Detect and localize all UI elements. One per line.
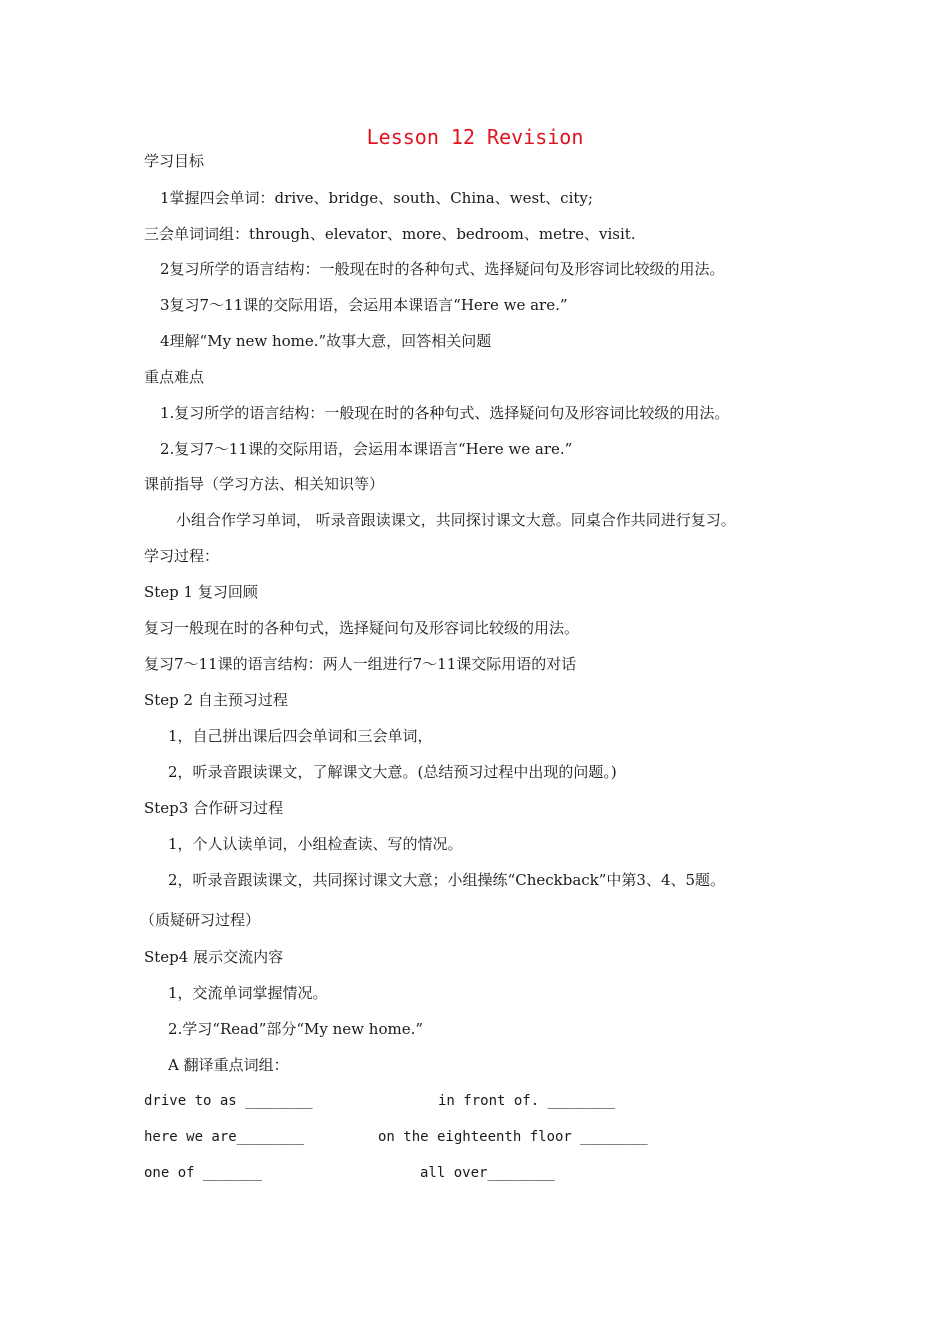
key-point-1: 1.复习所学的语言结构：一般现在时的各种句式、选择疑问句及形容词比较级的用法。 (160, 404, 730, 422)
step-2-item-2: 2，听录音跟读课文，了解课文大意。(总结预习过程中出现的问题。) (168, 763, 617, 781)
objective-1: 1掌握四会单词：drive、bridge、south、China、west、city; (160, 189, 593, 207)
objective-3: 3复习7～11课的交际用语，会运用本课语言“Here we are.” (160, 296, 568, 314)
translation-task-heading: A 翻译重点词组： (168, 1056, 289, 1074)
step-4-heading: Step4 展示交流内容 (144, 948, 284, 966)
step-4-item-1: 1，交流单词掌握情况。 (168, 984, 328, 1002)
step-3-item-1: 1，个人认读单词，小组检查读、写的情况。 (168, 835, 463, 853)
key-point-2: 2.复习7～11课的交际用语，会运用本课语言“Here we are.” (160, 440, 573, 458)
step-3-item-2: 2，听录音跟读课文，共同探讨课文大意；小组操练“Checkback”中第3、4、5题。 (168, 871, 726, 889)
objective-4: 4理解“My new home.”故事大意，回答相关问题 (160, 332, 492, 350)
section-heading-objectives: 学习目标 (144, 152, 205, 170)
section-heading-key-points: 重点难点 (144, 368, 205, 386)
step-1-item-1: 复习一般现在时的各种句式，选择疑问句及形容词比较级的用法。 (144, 619, 580, 637)
step-2-heading: Step 2 自主预习过程 (144, 691, 288, 709)
phrase-blank: drive to as ________ (144, 1093, 313, 1109)
phrase-blank: in front of. ________ (438, 1093, 616, 1109)
step-4-item-2: 2.学习“Read”部分“My new home.” (168, 1020, 424, 1038)
step-2-item-1: 1，自己拼出课后四会单词和三会单词， (168, 727, 433, 745)
step-3-note: （质疑研习过程） (140, 911, 261, 929)
section-heading-guidance: 课前指导（学习方法、相关知识等） (144, 475, 385, 493)
phrase-blank: one of _______ (144, 1165, 263, 1181)
phrase-blank: here we are________ (144, 1129, 305, 1145)
guidance-text: 小组合作学习单词， 听录音跟读课文，共同探讨课文大意。同桌合作共同进行复习。 (176, 511, 736, 529)
step-3-heading: Step3 合作研习过程 (144, 799, 284, 817)
phrase-blank: all over________ (420, 1165, 555, 1181)
step-1-heading: Step 1 复习回顾 (144, 583, 258, 601)
section-heading-process: 学习过程： (144, 547, 220, 565)
document-title: Lesson 12 Revision (366, 125, 584, 149)
phrase-blank: on the eighteenth floor ________ (378, 1129, 648, 1145)
step-1-item-2: 复习7～11课的语言结构：两人一组进行7～11课交际用语的对话 (144, 655, 577, 673)
objective-1-continued: 三会单词词组：through、elevator、more、bedroom、metre、visit. (144, 225, 636, 243)
objective-2: 2复习所学的语言结构：一般现在时的各种句式、选择疑问句及形容词比较级的用法。 (160, 260, 725, 278)
